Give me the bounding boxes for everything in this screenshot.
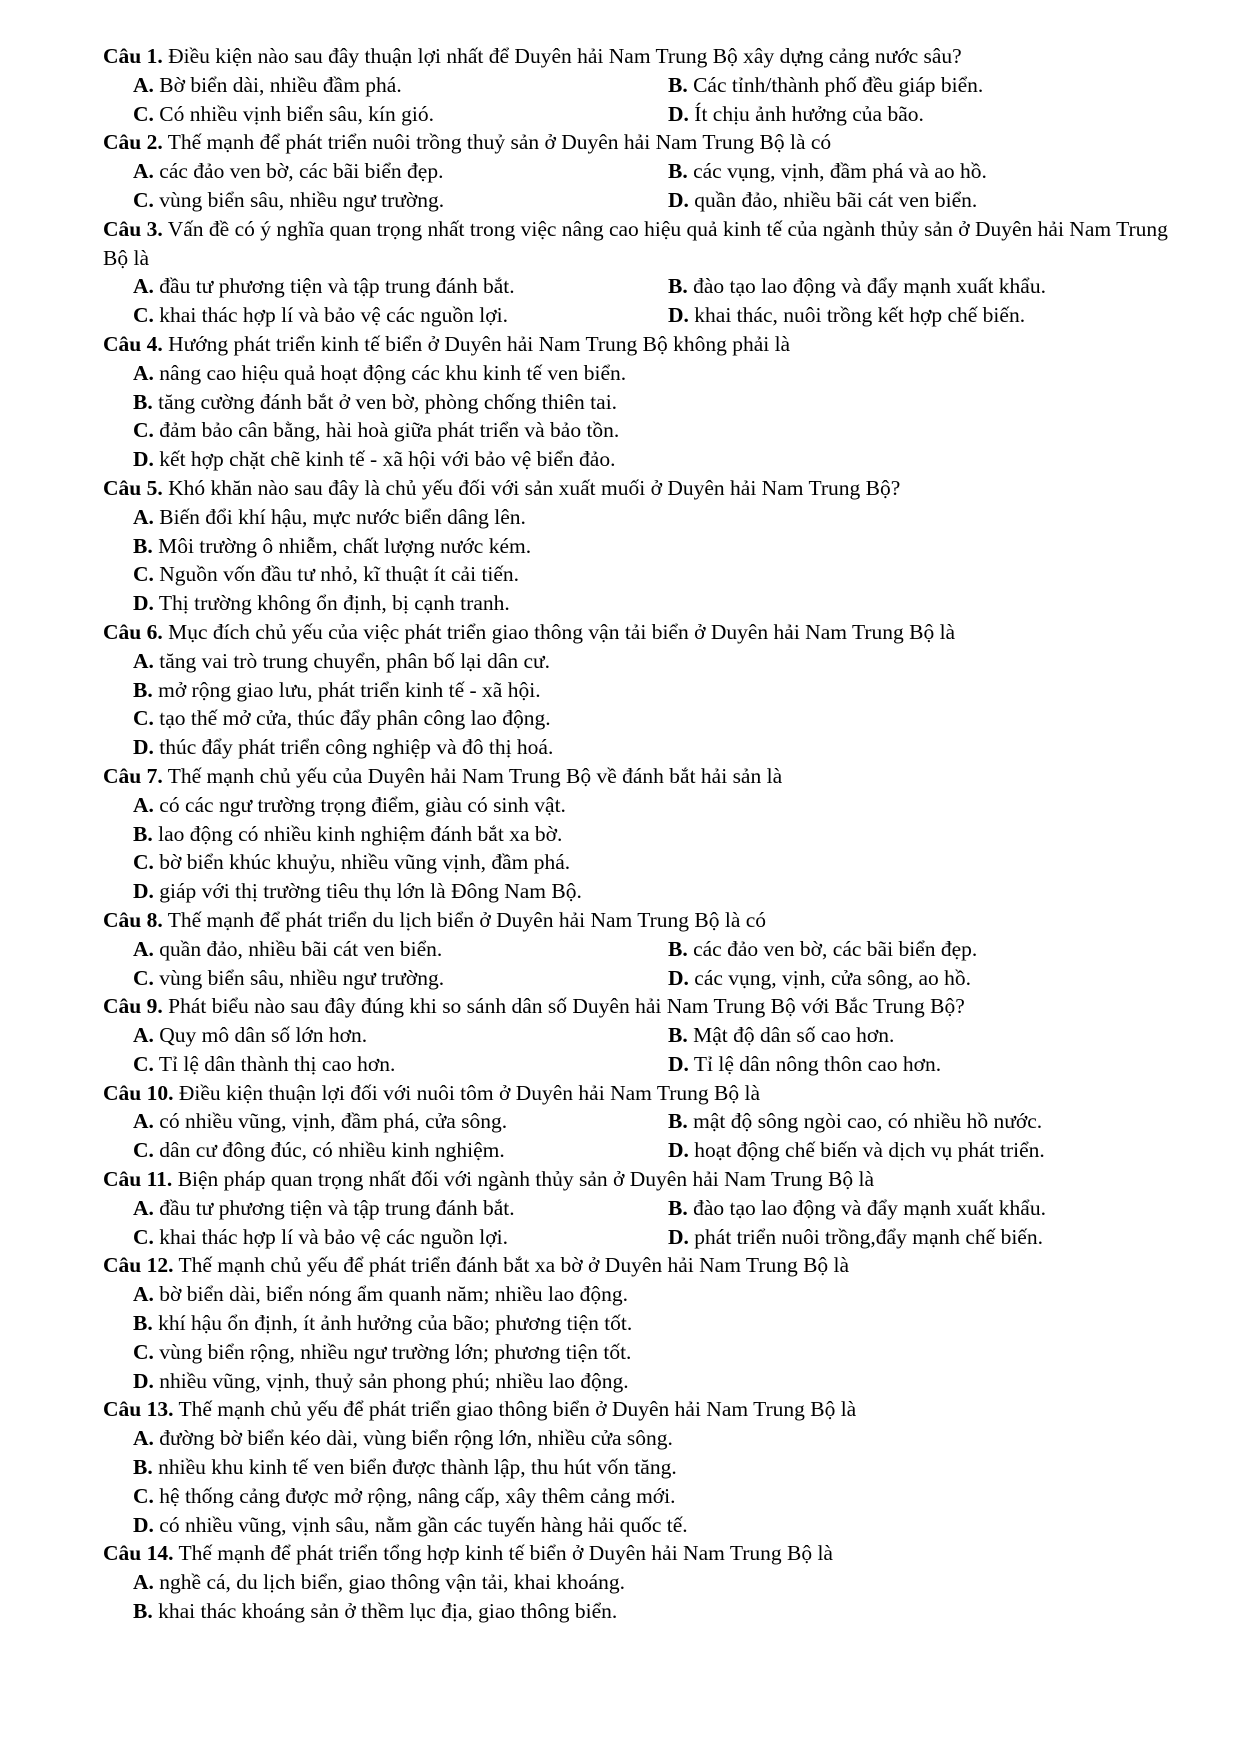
answer-option [133, 1107, 668, 1136]
answer-options [103, 1568, 1195, 1626]
option-letter: C. [133, 418, 154, 443]
question-stem [103, 330, 1195, 359]
answer-options [103, 503, 1195, 618]
answer-option [133, 272, 668, 301]
option-text: Mật độ dân số cao hơn. [687, 1023, 895, 1048]
option-letter: D. [133, 1512, 154, 1537]
option-text: hoạt động chế biến và dịch vụ phát triển. [688, 1138, 1045, 1163]
answer-option [133, 1050, 668, 1079]
option-letter: A. [133, 274, 154, 299]
option-text: tăng vai trò trung chuyển, phân bố lại dân cư. [153, 648, 551, 673]
answer-option [133, 359, 1195, 388]
option-letter: A. [133, 936, 154, 961]
question-text: Điều kiện nào sau đây thuận lợi nhất để Duyên hải Nam Trung Bộ xây dựng cảng nước sâu? [162, 44, 962, 68]
answer-option [133, 647, 1195, 676]
answer-option [133, 1280, 1195, 1309]
question-block [103, 128, 1195, 214]
question-block [103, 762, 1195, 906]
answer-option [133, 1568, 1195, 1597]
answer-option [133, 503, 1195, 532]
question-block [103, 1251, 1195, 1395]
question-stem [103, 42, 1195, 71]
option-text: quần đảo, nhiều bãi cát ven biển. [153, 936, 443, 961]
option-text: nâng cao hiệu quả hoạt động các khu kinh tế ven biển. [153, 360, 627, 385]
option-text: đầu tư phương tiện và tập trung đánh bắt. [153, 274, 515, 299]
question-number: Câu 12. [103, 1253, 174, 1278]
option-letter: C. [133, 1339, 154, 1364]
option-letter: C. [133, 303, 154, 328]
question-number: Câu 8. [103, 907, 163, 932]
answer-option [133, 935, 668, 964]
option-text: bờ biển dài, biển nóng ẩm quanh năm; nhiều lao động. [153, 1282, 629, 1307]
option-text: các đảo ven bờ, các bãi biển đẹp. [687, 936, 978, 961]
question-number: Câu 6. [103, 619, 163, 644]
answer-option [133, 157, 668, 186]
answer-option [668, 1050, 1195, 1079]
question-number: Câu 11. [103, 1167, 173, 1192]
question-text: Thế mạnh chủ yếu để phát triển giao thông biển ở Duyên hải Nam Trung Bộ là [173, 1397, 857, 1422]
question-stem [103, 992, 1195, 1021]
option-letter: B. [133, 1311, 153, 1336]
option-letter: A. [133, 1282, 154, 1307]
option-letter: C. [133, 1483, 154, 1508]
answer-option [133, 733, 1195, 762]
option-letter: A. [133, 1426, 154, 1451]
option-letter: C. [133, 101, 154, 126]
answer-options [103, 1424, 1195, 1539]
question-stem [103, 215, 1195, 273]
answer-option [133, 1424, 1195, 1453]
option-text: Môi trường ô nhiễm, chất lượng nước kém. [152, 533, 532, 558]
answer-option [668, 157, 1195, 186]
option-text: Tỉ lệ dân thành thị cao hơn. [153, 1051, 396, 1076]
question-text: Hướng phát triển kinh tế biển ở Duyên hải Nam Trung Bộ không phải là [162, 331, 791, 356]
question-text: Mục đích chủ yếu của việc phát triển giao thông vận tải biển ở Duyên hải Nam Trung Bộ là [162, 619, 956, 644]
option-letter: B. [133, 821, 153, 846]
option-letter: B. [668, 274, 688, 299]
answer-options [103, 71, 1195, 129]
option-letter: B. [133, 533, 153, 558]
option-text: vùng biển rộng, nhiều ngư trường lớn; phương tiện tốt. [153, 1339, 632, 1364]
question-block [103, 215, 1195, 330]
option-text: kết hợp chặt chẽ kinh tế - xã hội với bảo vệ biển đảo. [153, 447, 616, 472]
option-letter: A. [133, 1023, 154, 1048]
option-letter: A. [133, 1195, 154, 1220]
answer-option [668, 100, 1195, 129]
question-number: Câu 4. [103, 331, 163, 356]
answer-options [103, 647, 1195, 762]
question-text: Thế mạnh để phát triển nuôi trồng thuỷ sản ở Duyên hải Nam Trung Bộ là có [162, 130, 832, 155]
answer-option [133, 186, 668, 215]
option-letter: D. [668, 1051, 689, 1076]
answer-option [668, 935, 1195, 964]
question-block [103, 474, 1195, 618]
option-text: có nhiều vũng, vịnh sâu, nằm gần các tuyến hàng hải quốc tế. [153, 1512, 688, 1537]
question-stem [103, 618, 1195, 647]
answer-option [668, 272, 1195, 301]
option-letter: B. [668, 159, 688, 184]
option-text: có các ngư trường trọng điểm, giàu có sinh vật. [153, 792, 566, 817]
answer-options [103, 272, 1195, 330]
question-text: Thế mạnh chủ yếu của Duyên hải Nam Trung Bộ về đánh bắt hải sản là [162, 763, 783, 788]
answer-option [668, 1223, 1195, 1252]
answer-option [668, 1194, 1195, 1223]
option-letter: A. [133, 648, 154, 673]
option-text: mật độ sông ngòi cao, có nhiều hồ nước. [687, 1109, 1043, 1134]
option-letter: D. [133, 879, 154, 904]
answer-option [133, 1482, 1195, 1511]
answer-option [668, 1136, 1195, 1165]
option-text: đào tạo lao động và đẩy mạnh xuất khẩu. [687, 1195, 1046, 1220]
question-block [103, 618, 1195, 762]
option-letter: C. [133, 965, 154, 990]
answer-option [133, 820, 1195, 849]
question-text: Khó khăn nào sau đây là chủ yếu đối với sản xuất muối ở Duyên hải Nam Trung Bộ? [162, 475, 901, 500]
option-letter: D. [668, 1224, 689, 1249]
option-letter: A. [133, 1570, 154, 1595]
answer-options [103, 791, 1195, 906]
answer-options [103, 1107, 1195, 1165]
answer-option [133, 1597, 1195, 1626]
option-text: mở rộng giao lưu, phát triển kinh tế - xã hội. [152, 677, 541, 702]
option-letter: C. [133, 1138, 154, 1163]
answer-option [668, 301, 1195, 330]
answer-option [133, 1367, 1195, 1396]
question-stem [103, 1539, 1195, 1568]
answer-option [133, 416, 1195, 445]
answer-option [133, 532, 1195, 561]
answer-option [133, 877, 1195, 906]
question-stem [103, 906, 1195, 935]
option-text: hệ thống cảng được mở rộng, nâng cấp, xây thêm cảng mới. [153, 1483, 676, 1508]
question-stem [103, 1165, 1195, 1194]
question-stem [103, 128, 1195, 157]
option-text: quần đảo, nhiều bãi cát ven biển. [688, 187, 978, 212]
answer-option [133, 1194, 668, 1223]
option-text: Các tỉnh/thành phố đều giáp biển. [687, 72, 984, 97]
option-text: dân cư đông đúc, có nhiều kinh nghiệm. [153, 1138, 505, 1163]
answer-option [133, 71, 668, 100]
question-block [103, 1395, 1195, 1539]
option-text: Có nhiều vịnh biển sâu, kín gió. [153, 101, 434, 126]
answer-options [103, 935, 1195, 993]
option-text: vùng biển sâu, nhiều ngư trường. [153, 965, 445, 990]
option-text: nhiều khu kinh tế ven biển được thành lập, thu hút vốn tăng. [152, 1455, 677, 1480]
answer-option [133, 301, 668, 330]
answer-option [133, 1511, 1195, 1540]
option-letter: B. [668, 1195, 688, 1220]
answer-option [133, 1136, 668, 1165]
answer-option [133, 1309, 1195, 1338]
option-text: đường bờ biển kéo dài, vùng biển rộng lớn, nhiều cửa sông. [153, 1426, 673, 1451]
answer-options [103, 1194, 1195, 1252]
option-text: tăng cường đánh bắt ở ven bờ, phòng chống thiên tai. [152, 389, 618, 414]
option-text: khai thác hợp lí và bảo vệ các nguồn lợi. [153, 1224, 508, 1249]
option-letter: A. [133, 792, 154, 817]
question-number: Câu 10. [103, 1080, 174, 1105]
answer-option [133, 964, 668, 993]
question-number: Câu 14. [103, 1541, 174, 1566]
question-block [103, 1079, 1195, 1165]
question-stem [103, 474, 1195, 503]
option-text: Nguồn vốn đầu tư nhỏ, kĩ thuật ít cải tiến. [153, 562, 520, 587]
option-letter: D. [133, 447, 154, 472]
option-text: các đảo ven bờ, các bãi biển đẹp. [153, 159, 444, 184]
option-letter: D. [133, 591, 154, 616]
option-text: Thị trường không ổn định, bị cạnh tranh. [153, 591, 510, 616]
option-text: giáp với thị trường tiêu thụ lớn là Đông Nam Bộ. [153, 879, 582, 904]
option-letter: A. [133, 504, 154, 529]
option-letter: D. [668, 187, 689, 212]
answer-options [103, 1280, 1195, 1395]
answer-option [133, 1223, 668, 1252]
answer-option [133, 560, 1195, 589]
option-text: Biến đổi khí hậu, mực nước biển dâng lên. [153, 504, 526, 529]
question-text: Thế mạnh để phát triển tổng hợp kinh tế biển ở Duyên hải Nam Trung Bộ là [173, 1541, 833, 1566]
option-text: vùng biển sâu, nhiều ngư trường. [153, 187, 445, 212]
option-text: đào tạo lao động và đẩy mạnh xuất khẩu. [687, 274, 1046, 299]
question-stem [103, 1395, 1195, 1424]
question-block [103, 330, 1195, 474]
option-letter: D. [668, 965, 689, 990]
answer-option [133, 1021, 668, 1050]
answer-option [133, 848, 1195, 877]
option-letter: C. [133, 1224, 154, 1249]
option-letter: A. [133, 72, 154, 97]
question-text: Vấn đề có ý nghĩa quan trọng nhất trong việc nâng cao hiệu quả kinh tế của ngành thủy sản ở Duyên hải Nam Trung Bộ là [103, 216, 1168, 270]
answer-option [133, 1453, 1195, 1482]
question-number: Câu 2. [103, 130, 163, 155]
option-text: thúc đẩy phát triển công nghiệp và đô thị hoá. [153, 735, 554, 760]
answer-option [668, 964, 1195, 993]
option-text: khai thác khoáng sản ở thềm lục địa, giao thông biển. [152, 1599, 618, 1624]
option-letter: A. [133, 1109, 154, 1134]
option-letter: B. [668, 72, 688, 97]
question-block [103, 42, 1195, 128]
question-text: Thế mạnh để phát triển du lịch biển ở Duyên hải Nam Trung Bộ là có [162, 907, 767, 932]
option-text: Tỉ lệ dân nông thôn cao hơn. [688, 1051, 942, 1076]
option-text: có nhiều vũng, vịnh, đầm phá, cửa sông. [153, 1109, 508, 1134]
option-text: khai thác, nuôi trồng kết hợp chế biến. [688, 303, 1026, 328]
option-text: khí hậu ổn định, ít ảnh hưởng của bão; phương tiện tốt. [152, 1311, 633, 1336]
option-text: khai thác hợp lí và bảo vệ các nguồn lợi. [153, 303, 508, 328]
option-letter: C. [133, 562, 154, 587]
question-text: Phát biểu nào sau đây đúng khi so sánh dân số Duyên hải Nam Trung Bộ với Bắc Trung Bộ? [162, 994, 965, 1019]
option-text: lao động có nhiều kinh nghiệm đánh bắt xa bờ. [152, 821, 563, 846]
question-block [103, 1539, 1195, 1625]
option-letter: C. [133, 1051, 154, 1076]
question-number: Câu 13. [103, 1397, 174, 1422]
question-number: Câu 5. [103, 475, 163, 500]
question-block [103, 992, 1195, 1078]
option-text: tạo thế mở cửa, thúc đẩy phân công lao động. [153, 706, 551, 731]
answer-option [133, 589, 1195, 618]
answer-option [133, 791, 1195, 820]
question-text: Thế mạnh chủ yếu để phát triển đánh bắt xa bờ ở Duyên hải Nam Trung Bộ là [173, 1253, 850, 1278]
answer-option [133, 676, 1195, 705]
option-text: các vụng, vịnh, cửa sông, ao hồ. [688, 965, 972, 990]
option-text: Bờ biển dài, nhiều đầm phá. [153, 72, 402, 97]
question-number: Câu 9. [103, 994, 163, 1019]
option-letter: D. [668, 303, 689, 328]
option-text: nhiều vũng, vịnh, thuỷ sản phong phú; nhiều lao động. [153, 1368, 629, 1393]
answer-option [133, 388, 1195, 417]
option-letter: D. [133, 1368, 154, 1393]
option-text: Ít chịu ảnh hưởng của bão. [688, 101, 924, 126]
option-letter: D. [133, 735, 154, 760]
option-text: nghề cá, du lịch biển, giao thông vận tải, khai khoáng. [153, 1570, 625, 1595]
option-letter: C. [133, 706, 154, 731]
option-text: bờ biển khúc khuỷu, nhiều vũng vịnh, đầm phá. [153, 850, 571, 875]
option-letter: D. [668, 101, 689, 126]
question-number: Câu 3. [103, 216, 163, 241]
answer-option [133, 445, 1195, 474]
option-letter: A. [133, 360, 154, 385]
question-stem [103, 762, 1195, 791]
option-letter: D. [668, 1138, 689, 1163]
option-text: đảm bảo cân bằng, hài hoà giữa phát triển và bảo tồn. [153, 418, 620, 443]
option-letter: B. [133, 389, 153, 414]
answer-option [668, 1021, 1195, 1050]
option-text: phát triển nuôi trồng,đẩy mạnh chế biến. [688, 1224, 1043, 1249]
answer-option [668, 1107, 1195, 1136]
option-letter: B. [133, 677, 153, 702]
option-letter: B. [133, 1455, 153, 1480]
answer-options [103, 1021, 1195, 1079]
answer-option [133, 704, 1195, 733]
question-number: Câu 1. [103, 44, 163, 68]
question-stem [103, 1251, 1195, 1280]
option-text: Quy mô dân số lớn hơn. [153, 1023, 368, 1048]
answer-option [133, 1338, 1195, 1367]
option-letter: B. [668, 1109, 688, 1134]
question-block [103, 906, 1195, 992]
option-text: đầu tư phương tiện và tập trung đánh bắt. [153, 1195, 515, 1220]
answer-option [133, 100, 668, 129]
question-stem [103, 1079, 1195, 1108]
answer-options [103, 359, 1195, 474]
option-letter: C. [133, 850, 154, 875]
answer-option [668, 71, 1195, 100]
answer-options [103, 157, 1195, 215]
option-text: các vụng, vịnh, đầm phá và ao hồ. [687, 159, 987, 184]
option-letter: B. [668, 936, 688, 961]
answer-option [668, 186, 1195, 215]
option-letter: A. [133, 159, 154, 184]
question-text: Điều kiện thuận lợi đối với nuôi tôm ở Duyên hải Nam Trung Bộ là [173, 1080, 760, 1105]
option-letter: B. [133, 1599, 153, 1624]
option-letter: B. [668, 1023, 688, 1048]
question-block [103, 1165, 1195, 1251]
question-number: Câu 7. [103, 763, 163, 788]
question-text: Biện pháp quan trọng nhất đối với ngành thủy sản ở Duyên hải Nam Trung Bộ là [172, 1167, 875, 1192]
option-letter: C. [133, 187, 154, 212]
